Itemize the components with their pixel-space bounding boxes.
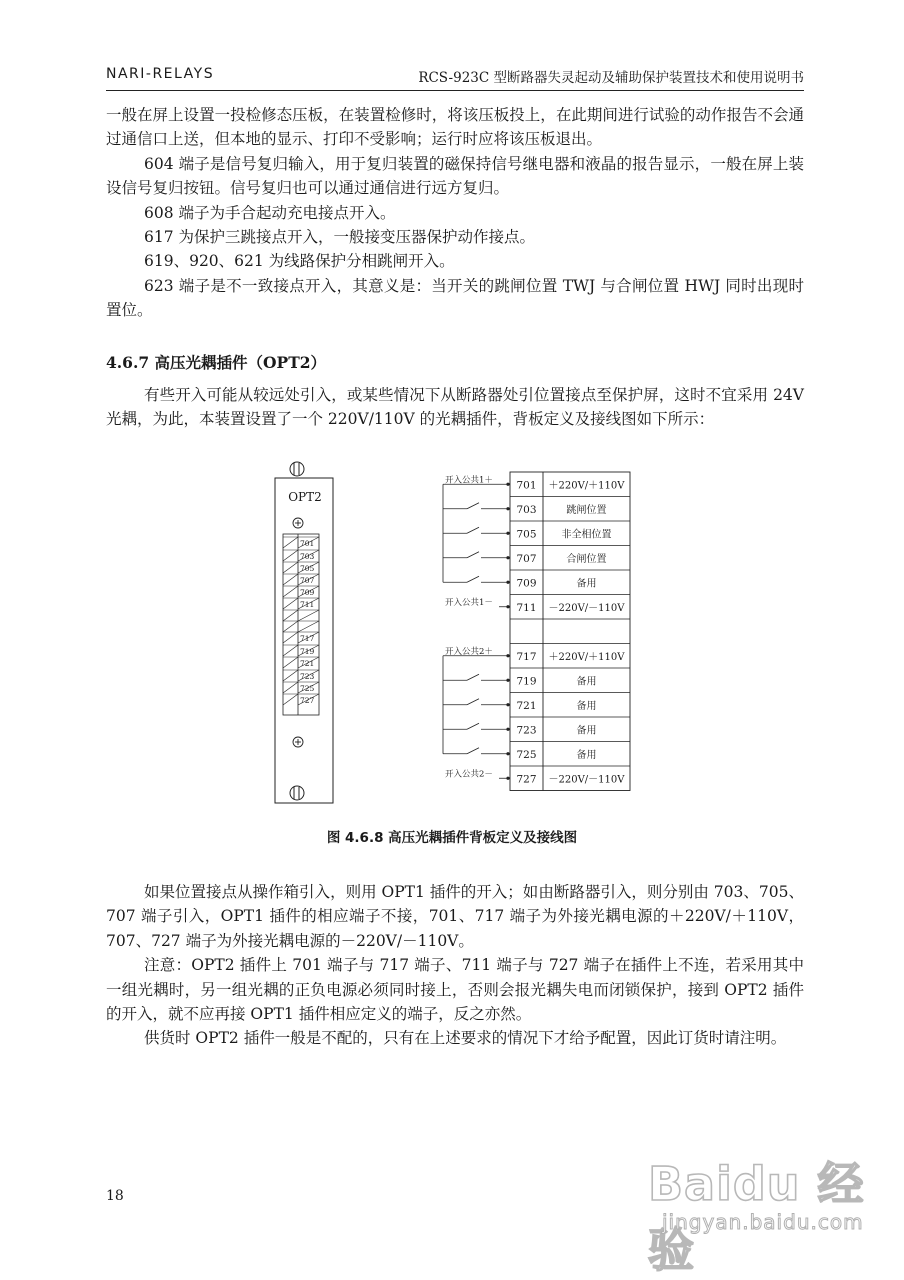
module-terminal-label: 701 [300,539,315,548]
figure-caption: 图 4.6.8 高压光耦插件背板定义及接线图 [326,830,578,846]
wiring-terminal-number: 709 [516,577,537,590]
wire-node [506,532,509,535]
wiring-terminal-desc: 备用 [576,676,597,688]
header-title: RCS-923C 型断路器失灵起动及辅助保护装置技术和使用说明书 [418,70,804,86]
wiring-terminal-number: 717 [516,650,537,663]
wire-node [506,556,509,559]
wire-node [506,483,509,486]
paragraph: 619、920、621 为线路保护分相跳闸开入。 [144,252,455,271]
supply-wire-label: 开入公共1－ [445,597,493,608]
opt2-module [275,462,333,803]
module-terminal-label: 705 [300,564,315,573]
module-label: OPT2 [288,490,322,504]
contact-switch-icon [467,674,479,680]
paragraph: 有些开入可能从较远处引入，或某些情况下从断路器处引位置接点至保护屏，这时不宜采用 24V 光耦，为此，本装置设置了一个 220V/110V 的光耦插件，背板定义及接线图如下所示： [106,386,804,429]
wire-node [506,703,509,706]
wire-node [506,507,509,510]
wire-node [506,581,509,584]
paragraph: 供货时 OPT2 插件一般是不配的，只有在上述要求的情况下才给予配置，因此订货时请注明。 [144,1029,787,1048]
text-block-intro [106,383,804,432]
upper-mount-icon [293,518,303,528]
paragraph: 604 端子是信号复归输入，用于复归装置的磁保持信号继电器和液晶的报告显示，一般在屏上装设信号复归按钮。信号复归也可以通过通信进行远方复归。 [106,154,804,198]
watermark-logo: Baidu 经验 [648,1157,865,1277]
module-terminal-label: 727 [300,696,315,705]
wiring-terminal-desc: －220V/－110V [548,602,625,614]
watermark-url: jingyan.baidu.com [662,1210,864,1234]
supply-wire-label: 开入公共2＋ [445,646,493,657]
wire-node [506,728,509,731]
wiring-terminal-number: 723 [516,724,537,737]
paragraph: 623 端子是不一致接点开入，其意义是：当开关的跳闸位置 TWJ 与合闸位置 HWJ 同时出现时置位。 [106,276,804,320]
wiring-terminal-number: 727 [516,773,537,786]
supply-wire-label: 开入公共1＋ [445,475,493,486]
paragraph: 一般在屏上设置一投检修态压板，在装置检修时，将该压板投上，在此期间进行试验的动作报告不会通过通信口上送，但本地的显示、打印不受影响；运行时应将该压板退出。 [106,106,804,149]
wiring-terminal-desc: 备用 [576,578,597,590]
contact-switch-icon [467,699,479,705]
module-terminal-label: 723 [300,672,315,681]
module-terminal-label: 717 [300,634,315,643]
watermark [610,1148,900,1278]
contact-switch-icon [467,576,479,582]
wiring-terminal-number: 711 [516,601,537,614]
wire-node [506,654,509,657]
paragraph: 617 为保护三跳接点开入，一般接变压器保护动作接点。 [144,228,536,247]
module-terminal-label: 719 [300,647,315,656]
contact-switch-icon [467,552,479,558]
wiring-terminal-number: 707 [516,552,537,565]
top-screw-icon [290,462,304,476]
wiring-table-frame [510,472,630,791]
wire-node [506,679,509,682]
paragraph: 608 端子为手合起动充电接点开入。 [144,203,396,222]
wiring-terminal-desc: 合闸位置 [566,553,607,565]
bottom-screw-icon [290,786,304,800]
module-terminal-label: 703 [300,552,315,561]
module-terminal-label: 707 [300,576,315,585]
wiring-table [443,472,630,791]
paragraph: 注意：OPT2 插件上 701 端子与 717 端子、711 端子与 727 端子在插件上不连，若采用其中一组光耦时，另一组光耦的正负电源必须同时接上，否则会报光耦失电而闭锁保护，接到 OPT2 插件的开入，就不应再接 OPT1 插件相应定义的端子，反之亦然。 [106,956,804,1024]
page-header [106,66,804,90]
wiring-terminal-number: 725 [516,748,537,761]
module-terminal-label: 709 [300,588,315,597]
contact-switch-icon [467,527,479,533]
wiring-terminal-desc: ＋220V/＋110V [548,480,625,492]
wire-node [506,752,509,755]
header-left: NARI-RELAYS [106,66,215,82]
wiring-terminal-desc: 备用 [576,749,597,761]
paragraph: 如果位置接点从操作箱引入，则用 OPT1 插件的开入；如由断路器引入，则分别由 703、705、707 端子引入，OPT1 插件的相应端子不接，701、717 端子为外接光耦电源的＋220V/＋110V，707、727 端子为外接光耦电源的－220V/－110V。 [106,883,804,950]
text-block-bottom [106,880,804,1051]
module-terminal-label: 725 [300,684,315,693]
lower-mount-icon [293,737,303,747]
wiring-terminal-desc: 备用 [576,725,597,737]
wiring-figure [260,455,660,815]
wiring-terminal-desc: 非全相位置 [561,529,612,541]
wiring-terminal-number: 719 [516,675,537,688]
wiring-terminal-desc: 跳闸位置 [566,504,607,516]
wiring-terminal-desc: 备用 [576,700,597,712]
contact-switch-icon [467,723,479,729]
module-terminal-label: 711 [300,600,315,609]
page-number: 18 [106,1188,124,1204]
header-rule [106,90,804,91]
wire-node [506,777,509,780]
text-block-top [106,103,804,323]
wiring-terminal-number: 703 [516,503,537,516]
supply-wire-label: 开入公共2－ [445,769,493,780]
contact-switch-icon [467,503,479,509]
wiring-terminal-desc: －220V/－110V [548,774,625,786]
section-heading: 4.6.7 高压光耦插件（OPT2） [106,353,327,372]
wiring-terminal-number: 705 [516,528,537,541]
wire-node [506,605,509,608]
wiring-terminal-desc: ＋220V/＋110V [548,651,625,663]
contact-switch-icon [467,748,479,754]
module-terminal-label: 721 [300,659,315,668]
wiring-terminal-number: 721 [516,699,537,712]
wiring-terminal-number: 701 [516,479,537,492]
